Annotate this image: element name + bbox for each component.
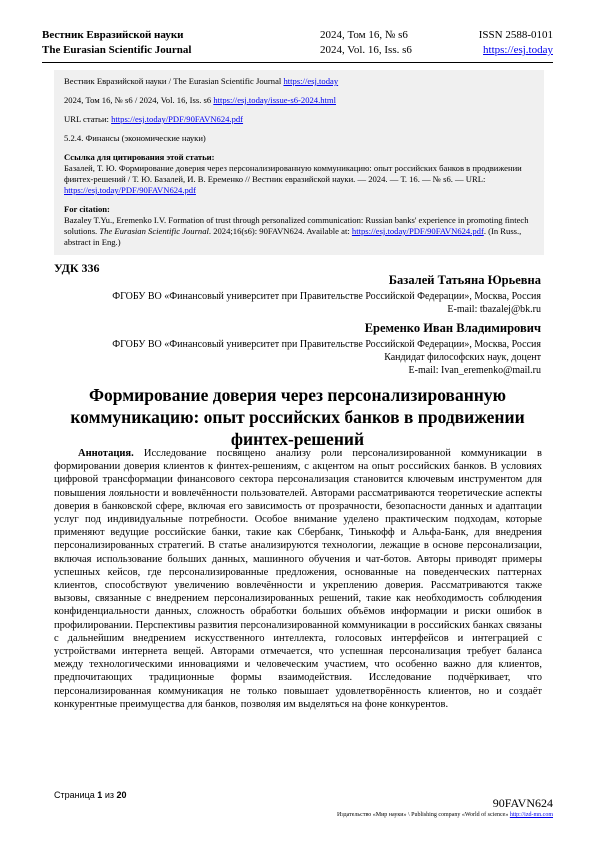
citation-label-ru: Ссылка для цитирования этой статьи: (64, 152, 215, 162)
abstract-text: Исследование посвящено анализу роли персонализированной коммуникации в формировании доверия клиентов к финтех-решениям, с акцентом на опыт российских банков. В условиях цифровой трансформации финансового сектора персонализация становится ключевым инструментом для повышения лояльности и вовлечённости пользователей. Авторами рассматриваются теоретические аспекты доверия в банковской сфере, включая его зависимость от прозрачности, безопасности данных и адаптации услуг под индивидуальные потребности. Особое внимание уделено практическим подходам, которые применяют ведущие российские банки, такие как Сбербанк, Тинькофф и Альфа-Банк, для внедрения персонализированных стратегий. В статье анализируются технологии, лежащие в основе персонализации, включая использование больших данных, машинного обучения и чат-ботов. Авторы приводят примеры успешных кейсов, где персонализированные предложения, основанные на поведенческих паттернах клиентов, способствуют увеличению вовлечённости и укреплению доверия. Рассматриваются также вызовы, связанные с внедрением персонализированных решений, такие как необходимость соблюдения конфиденциальности данных, сложность обработки больших объёмов информации и риски ошибок в профилировании. Перспективы развития персонализированной коммуникации в российских банках связаны с дальнейшим внедрением искусственного интеллекта, голосовых интерфейсов и интеграцией с устройствами интернета вещей. Авторами отмечается, что успешная персонализация требует баланса между технологическими инновациями и человеческим участием, что особенно важно для клиентов, предпочитающих традиционные формы взаимодействия. Исследование подчёркивает, что персонализированная коммуникация не только повышает удовлетворённость клиентов, но и создаёт конкурентные преимущества для банков, позволяя им выделяться на фоне конкурентов. (54, 448, 542, 710)
journal-link[interactable]: https://esj.today (283, 76, 339, 86)
header-divider (42, 62, 553, 63)
abstract (54, 447, 542, 711)
issue-link[interactable]: https://esj.today/issue-s6-2024.html (213, 95, 337, 105)
citebox-url-line: URL статьи: https://esj.today/PDF/90FAVN624.pdf (64, 114, 244, 124)
article-pdf-link[interactable]: https://esj.today/PDF/90FAVN624.pdf (111, 114, 244, 124)
page-number: Страница 1 из 20 (54, 790, 127, 800)
citation-label-en: For citation: (64, 204, 110, 214)
author-name: Базалей Татьяна Юрьевна (388, 273, 541, 287)
journal-name-en: The Eurasian Scientific Journal (42, 44, 192, 56)
citation-box (54, 70, 544, 255)
author-degree: Кандидат философских наук, доцент (384, 352, 541, 363)
author-block-2 (112, 320, 541, 377)
author-affiliation: ФГОБУ ВО «Финансовый университет при Правительстве Российской Федерации», Москва, Россия (112, 291, 541, 302)
abstract-label: Аннотация. (78, 448, 134, 459)
citation-text-en: Bazaley T.Yu., Eremenko I.V. Formation of trust through personalized communication: Russian banks' experience in promoting fintech solutions. The Eurasian Scientific Journal. 2024;16(s6): 90FAVN624. Available at: https://esj.today/PDF/90FAVN624.pdf. (In Russ., abstract in Eng.) (64, 215, 529, 247)
article-code: 90FAVN624 (492, 796, 553, 810)
issn: ISSN 2588-0101 (478, 29, 553, 41)
author-name: Еременко Иван Владимирович (364, 321, 541, 335)
volume-en: 2024, Vol. 16, Iss. s6 (320, 44, 412, 56)
citebox-issue-line: 2024, Том 16, № s6 / 2024, Vol. 16, Iss. s6 https://esj.today/issue-s6-2024.html (64, 95, 337, 105)
journal-site-link[interactable]: https://esj.today (483, 44, 553, 56)
author-email: E-mail: tbazalej@bk.ru (447, 304, 541, 315)
citebox-journal-line: Вестник Евразийской науки / The Eurasian Scientific Journal https://esj.today (64, 76, 339, 86)
citation-text-ru: Базалей, Т. Ю. Формирование доверия через персонализированную коммуникацию: опыт российских банков в продвижении финтех-решений / Т. Ю. Базалей, И. В. Еременко // Вестник евразийской науки. — 2024. — Т. 16. — № s6. — URL: https://esj.today/PDF/90FAVN624.pdf (64, 163, 522, 195)
volume-header (320, 28, 412, 58)
author-email: E-mail: Ivan_eremenko@mail.ru (408, 365, 541, 376)
author-affiliation: ФГОБУ ВО «Финансовый университет при Правительстве Российской Федерации», Москва, Россия (112, 339, 541, 350)
journal-name-ru: Вестник Евразийской науки (42, 29, 184, 41)
citebox-section: 5.2.4. Финансы (экономические науки) (64, 133, 206, 143)
citation-link-en[interactable]: https://esj.today/PDF/90FAVN624.pdf (351, 226, 484, 236)
journal-name-header (42, 28, 191, 58)
article-title: Формирование доверия через персонализированную коммуникацию: опыт российских банков в продвижении финтех-решений (70, 385, 525, 449)
volume-ru: 2024, Том 16, № s6 (320, 29, 408, 41)
udc-code: УДК 336 (54, 261, 100, 275)
issn-header (479, 28, 553, 58)
publisher-line: Издательство «Мир науки» \ Publishing company «World of science» http://izd-mn.com (337, 812, 553, 818)
citation-link-ru[interactable]: https://esj.today/PDF/90FAVN624.pdf (64, 185, 196, 195)
publisher-link[interactable]: http://izd-mn.com (509, 812, 553, 818)
author-block-1 (112, 272, 541, 316)
